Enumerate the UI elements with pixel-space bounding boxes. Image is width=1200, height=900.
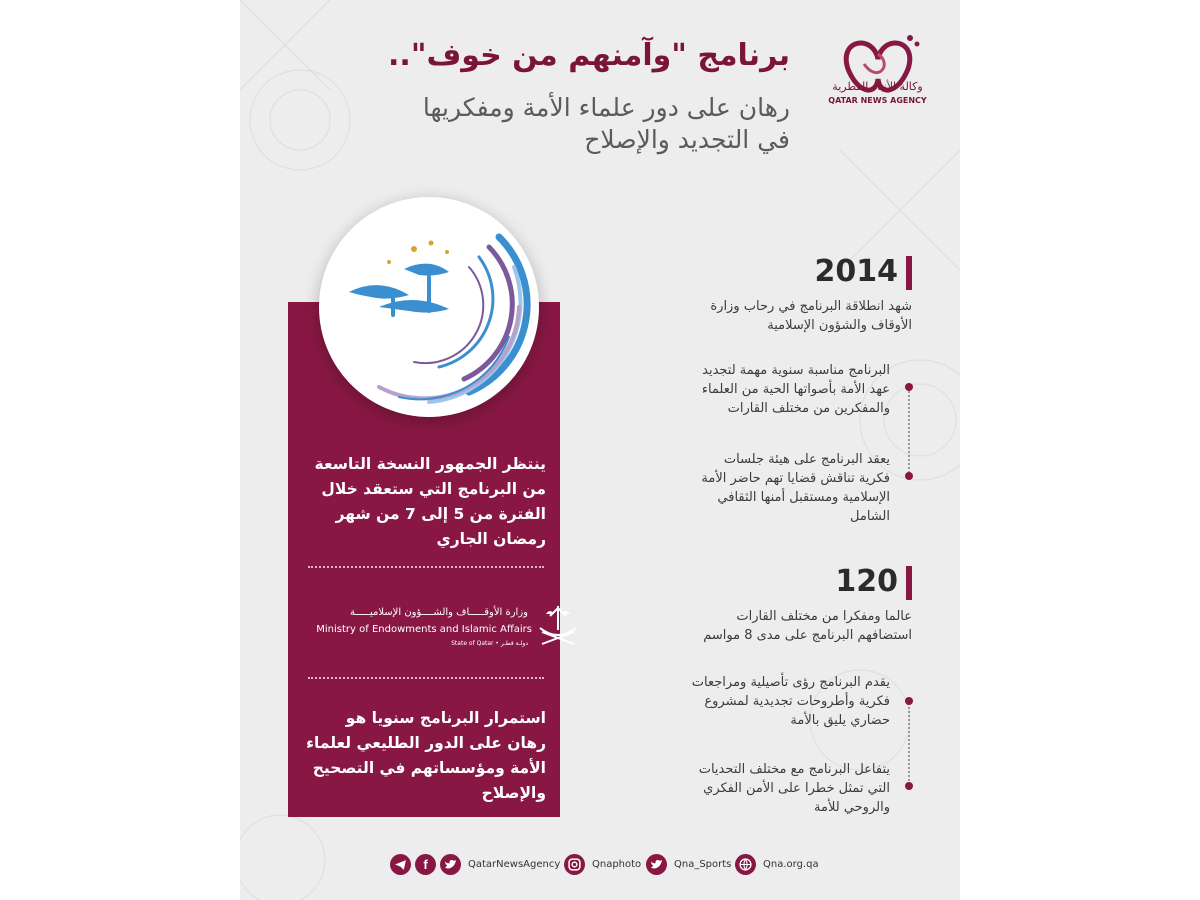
ministry-emblem xyxy=(536,602,580,648)
agency-name-en: QATAR NEWS AGENCY xyxy=(828,96,927,105)
stat-120: 120 xyxy=(835,564,898,599)
announcement-text: ينتظر الجمهور النسخة التاسعة من البرنامج التي ستعقد خلال الفترة من 5 إلى 7 من شهر رمضان الجاري xyxy=(314,455,546,548)
ministry-state: State of Qatar • دولـة قطـر xyxy=(451,640,528,647)
timeline-line-1 xyxy=(908,388,910,480)
bullet-dot xyxy=(905,782,913,790)
telegram-icon[interactable] xyxy=(390,854,411,875)
bullet-dot xyxy=(905,697,913,705)
timeline-line-2 xyxy=(908,703,910,785)
subtitle-line-1: رهان على دور علماء الأمة ومفكريها xyxy=(422,93,790,122)
bullet-2014-1: البرنامج مناسبة سنوية مهمة لتجديد عهد الأمة بأصواتها الحية من العلماء والمفكرين من مختلف القارات xyxy=(701,363,890,416)
ministry-name-ar: وزارة الأوقـــــاف والشــــؤون الإسلاميـــــة xyxy=(349,607,528,618)
subtitle-line-2: في التجديد والإصلاح xyxy=(584,125,790,154)
dotted-divider-1 xyxy=(308,566,544,568)
ministry-name-en: Ministry of Endowments and Islamic Affairs xyxy=(316,624,532,635)
instagram-icon[interactable] xyxy=(564,854,585,875)
bullet-dot xyxy=(905,383,913,391)
stat-120-text: عالما ومفكرا من مختلف القارات استضافهم البرنامج على مدى 8 مواسم xyxy=(703,609,912,643)
closing-text: استمرار البرنامج سنويا هو رهان على الدور الطليعي لعلماء الأمة ومؤسساتهم في التصحيح والإصلاح xyxy=(306,709,546,802)
handle-qnaphoto[interactable]: Qnaphoto xyxy=(592,858,642,870)
facebook-icon[interactable]: f xyxy=(415,854,436,875)
handle-qatarnewsagency[interactable]: QatarNewsAgency xyxy=(468,858,561,870)
bullet-120-1: يقدم البرنامج رؤى تأصيلية ومراجعات فكرية وأطروحات تجديدية لمشروع حضاري يليق بالأمة xyxy=(691,675,890,728)
bullet-dot xyxy=(905,472,913,480)
stat-2014-text: شهد انطلاقة البرنامج في رحاب وزارة الأوقاف والشؤون الإسلامية xyxy=(710,299,912,333)
dotted-divider-2 xyxy=(308,677,544,679)
globe-icon[interactable] xyxy=(735,854,756,875)
emblem-graphic xyxy=(319,197,539,417)
agency-name-ar: وكالة الأنباء القطرية xyxy=(832,80,923,93)
social-qnaphoto[interactable] xyxy=(564,851,641,877)
marker-bar-2014 xyxy=(906,256,912,290)
marker-bar-120 xyxy=(906,566,912,600)
page-subtitle xyxy=(330,92,790,156)
page-title: برنامج "وآمنهم من خوف".. xyxy=(388,38,790,73)
social-qatarnewsagency[interactable] xyxy=(390,851,560,877)
social-qnasports[interactable] xyxy=(646,851,731,877)
twitter-icon[interactable] xyxy=(646,854,667,875)
program-emblem xyxy=(319,197,539,417)
bullet-2014-2: يعقد البرنامج على هيئة جلسات فكرية تناقش قضايا تهم حاضر الأمة الإسلامية ومستقبل أمنها الثقافي الشامل xyxy=(701,452,890,524)
handle-qnasports[interactable]: Qna_Sports xyxy=(674,858,732,870)
twitter-icon[interactable] xyxy=(440,854,461,875)
handle-website[interactable]: Qna.org.qa xyxy=(763,858,819,870)
infographic-card xyxy=(240,0,960,900)
stat-2014: 2014 xyxy=(814,254,898,289)
social-website[interactable] xyxy=(735,851,819,877)
bullet-120-2: يتفاعل البرنامج مع مختلف التحديات التي تمثل خطرا على الأمن الفكري والروحي للأمة xyxy=(698,762,890,815)
